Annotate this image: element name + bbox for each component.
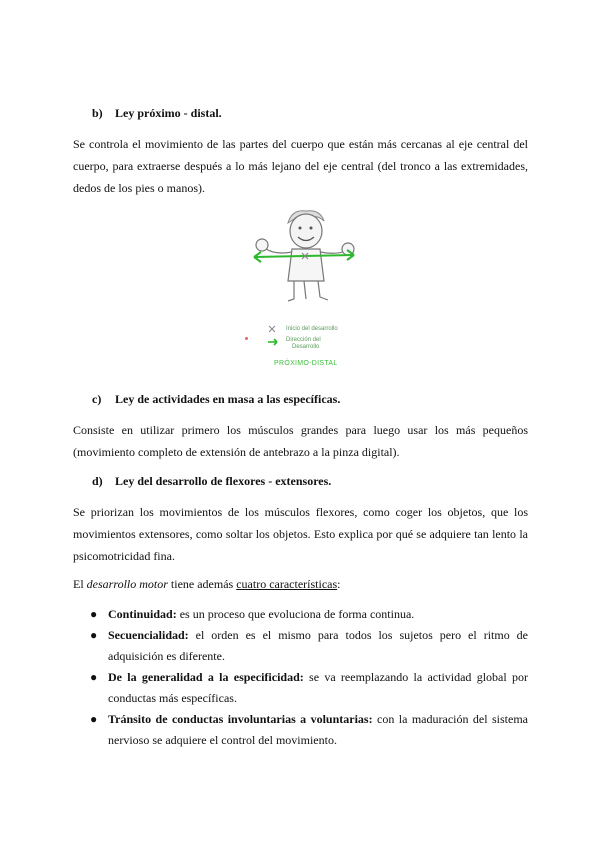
legend-direction-label: Dirección del — [286, 337, 321, 343]
heading-label: b) — [92, 106, 103, 120]
bullet-text: se va reemplazando la actividad global por conductas más específicas. — [108, 670, 528, 705]
paragraph-caracteristicas-intro — [73, 573, 528, 595]
heading-label: d) — [92, 474, 103, 488]
characteristics-list — [90, 604, 528, 751]
legend-start-label: Inicio del desarrollo — [286, 326, 338, 332]
intro-underlined: cuatro características — [236, 577, 338, 591]
text-line: Consiste en utilizar primero los músculos grandes para luego usar los más pequeños — [73, 423, 528, 437]
intro-italic: desarrollo motor — [86, 577, 168, 591]
bullet-bold: Continuidad: — [108, 607, 177, 621]
intro-middle: tiene además — [167, 577, 237, 591]
list-item — [90, 604, 528, 625]
text-line: Se controla el movimiento de las partes del cuerpo que están más cercanas al eje central del — [73, 137, 528, 151]
paragraph-flexores-extensores — [73, 501, 528, 567]
heading-title: Ley de actividades en masa a las específicas. — [115, 392, 341, 406]
intro-prefix: El — [73, 577, 87, 591]
leg-middle — [304, 281, 306, 299]
paragraph-actividades-masa — [73, 419, 528, 463]
text-line: Se priorizan los movimientos de los músculos flexores, como coger los objetos, que los — [73, 505, 528, 519]
arm-left — [266, 249, 292, 253]
eye-left — [299, 227, 302, 230]
bullet-bold: Secuencialidad: — [108, 628, 189, 642]
list-item — [90, 709, 528, 751]
text-line: movimientos extensores, como soltar los objetos. Esto explica por qué se adquiere tan lento la — [73, 527, 528, 541]
bullet-text: el orden es el mismo para todos los sujetos pero el ritmo de adquisición es diferente. — [108, 628, 528, 663]
text-line: cuerpo, para extraerse después a lo más lejano del eje central (del tronco a las extremidades, — [73, 159, 528, 173]
heading-title: Ley próximo - distal. — [115, 106, 222, 120]
list-item — [90, 667, 528, 709]
paragraph-proximo-distal — [73, 133, 528, 199]
leg-left — [288, 281, 294, 301]
heading-ley-proximo-distal — [92, 106, 222, 121]
bullet-text: con la maduración del sistema nervioso se adquiere el control del movimiento. — [108, 712, 528, 747]
child-illustration — [240, 205, 370, 315]
figure-title: PRÓXIMO-DISTAL — [274, 360, 338, 367]
leg-right — [318, 281, 328, 300]
heading-ley-flexores-extensores — [92, 474, 331, 489]
list-item — [90, 625, 528, 667]
eye-right — [310, 227, 313, 230]
legend-cross-icon — [269, 326, 275, 332]
intro-suffix: : — [337, 577, 341, 591]
heading-title: Ley del desarrollo de flexores - extensores. — [115, 474, 332, 488]
torso-shape — [288, 249, 324, 281]
text-line: (movimiento completo de extensión de antebrazo a la pinza digital). — [73, 445, 400, 459]
legend-icons — [266, 324, 280, 352]
bullet-text: es un proceso que evoluciona de forma continua. — [176, 607, 415, 621]
bullet-dot-icon: ● — [90, 712, 98, 726]
bullet-dot-icon: ● — [90, 670, 98, 684]
heading-ley-actividades-masa — [92, 392, 340, 407]
heading-label: c) — [92, 392, 102, 406]
legend-direction-label-2: Desarrollo — [292, 344, 320, 350]
text-line: dedos de los pies o manos). — [73, 181, 205, 195]
legend-dot-icon — [245, 337, 248, 340]
head-shape — [290, 214, 322, 248]
proximo-distal-figure — [240, 205, 370, 373]
bullet-dot-icon: ● — [90, 607, 98, 621]
hand-left — [256, 239, 268, 251]
text-line: psicomotricidad fina. — [73, 549, 175, 563]
bullet-dot-icon: ● — [90, 628, 98, 642]
bullet-bold: De la generalidad a la especificidad: — [108, 670, 304, 684]
bullet-bold: Tránsito de conductas involuntarias a voluntarias: — [108, 712, 373, 726]
